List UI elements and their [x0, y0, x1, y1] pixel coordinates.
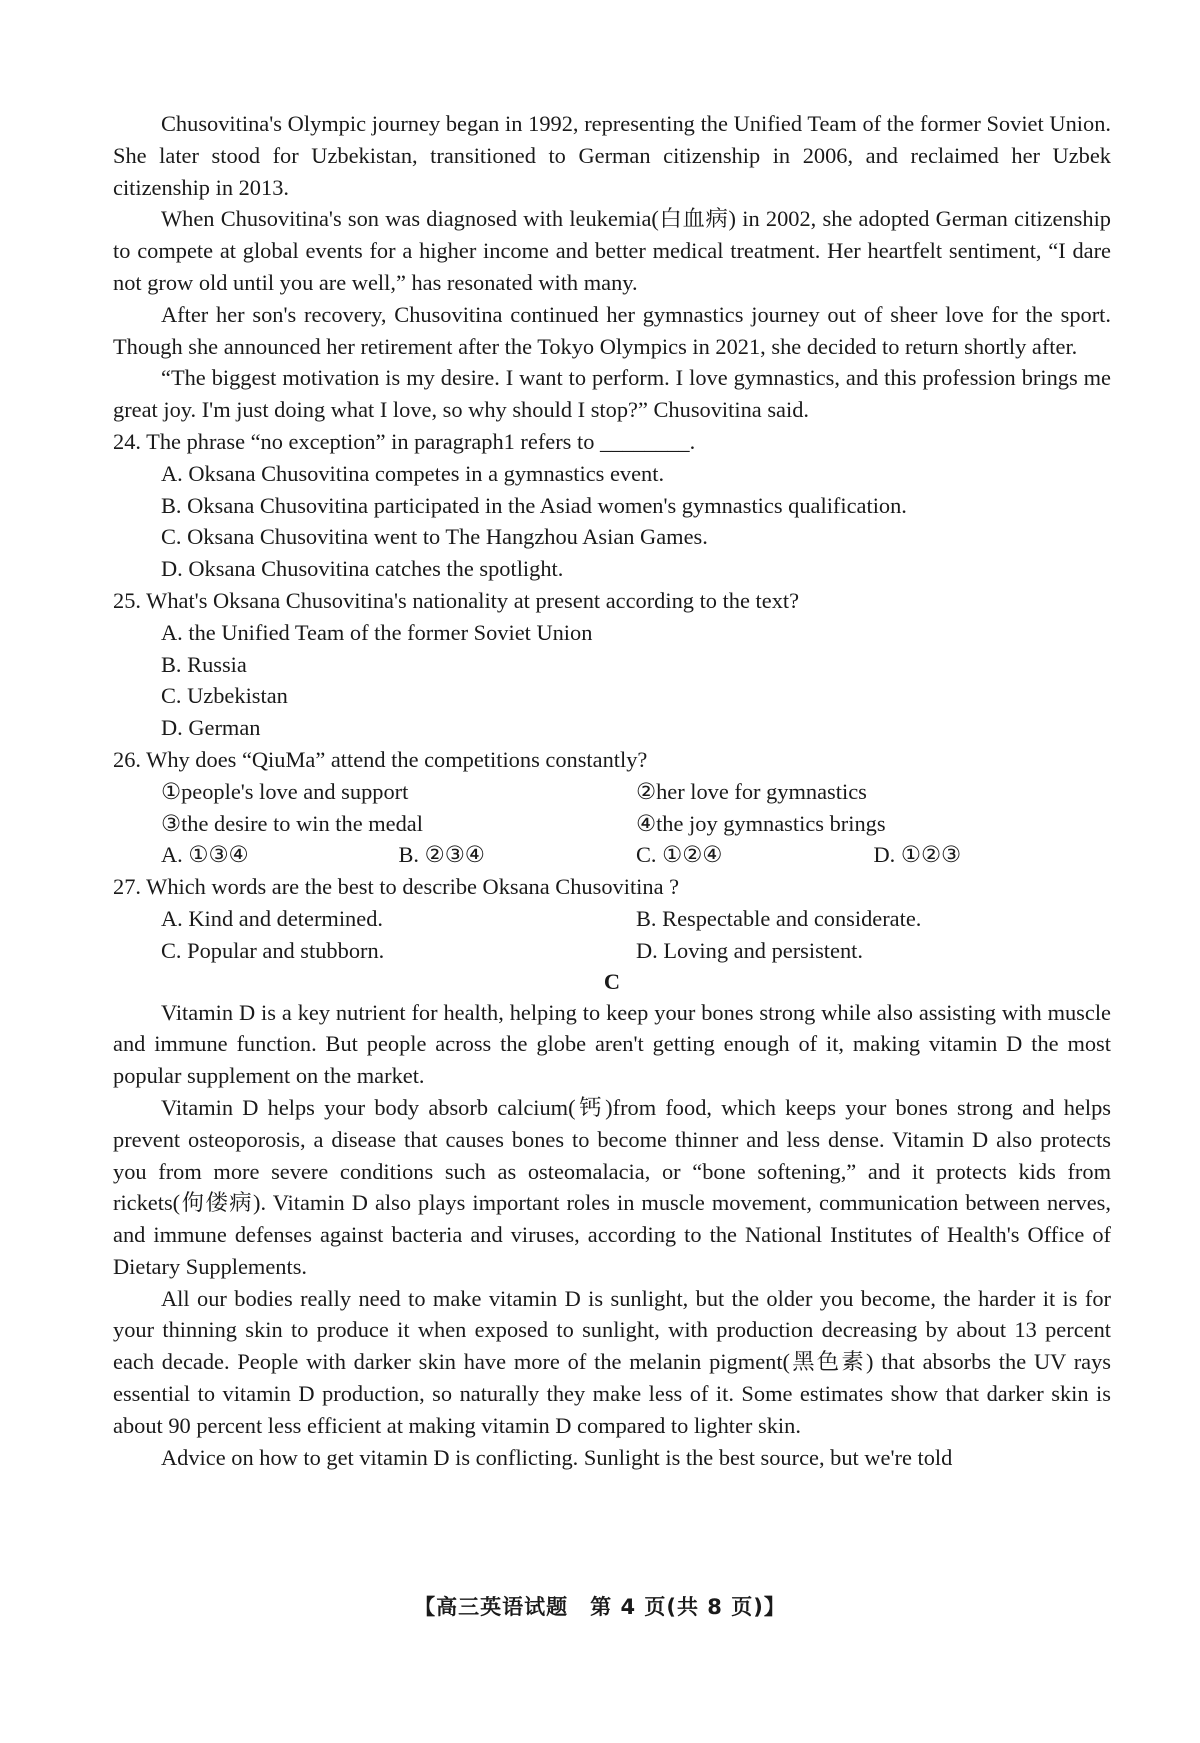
question-26-option-a: A. ①③④	[161, 842, 249, 868]
question-26-item-4: ④the joy gymnastics brings	[636, 810, 886, 836]
page-content	[113, 108, 1111, 1473]
question-25-option-c: C. Uzbekistan	[161, 683, 288, 709]
passage-b-paragraph-1: Chusovitina's Olympic journey began in 1992, representing the Unified Team of the former Soviet Union. She later stood for Uzbekistan, transitioned to German citizenship in 2006, and reclaimed her Uzbek citizenship in 2013.	[113, 111, 1111, 200]
question-26-option-c: C. ①②④	[636, 842, 723, 868]
question-25-stem: 25. What's Oksana Chusovitina's nationality at present according to the text?	[113, 587, 800, 613]
question-27-option-b: B. Respectable and considerate.	[636, 905, 922, 931]
passage-c-paragraph-2: Vitamin D helps your body absorb calcium(钙)from food, which keeps your bones strong and helps prevent osteoporosis, a disease that causes bones to become thinner and less dense. Vitamin D also protects you from more severe conditions such as osteomalacia, or “bone softening,” and it protects kids from rickets(佝偻病). Vitamin D also plays important roles in muscle movement, communication between nerves, and immune defenses against bacteria and viruses, according to the National Institutes of Health's Office of Dietary Supplements.	[113, 1094, 1111, 1279]
passage-c-paragraph-1: Vitamin D is a key nutrient for health, helping to keep your bones strong while also assisting with muscle and immune function. But people across the globe aren't getting enough of it, making vitamin D the most popular supplement on the market.	[113, 999, 1111, 1089]
question-24-option-d: D. Oksana Chusovitina catches the spotlight.	[161, 556, 564, 582]
question-26-item-1: ①people's love and support	[161, 778, 409, 804]
question-26-stem: 26. Why does “QiuMa” attend the competitions constantly?	[113, 746, 648, 772]
question-26-items-row-2	[161, 808, 1111, 840]
passage-b-paragraph-3: After her son's recovery, Chusovitina continued her gymnastics journey out of sheer love for the sport. Though she announced her retirement after the Tokyo Olympics in 2021, she decided to return shortly after.	[113, 301, 1111, 359]
question-27-options-row-2	[161, 935, 1111, 967]
question-25-option-a: A. the Unified Team of the former Soviet Union	[161, 619, 593, 645]
question-26-option-d: D. ①②③	[873, 842, 962, 868]
question-26-items-row-1	[161, 776, 1111, 808]
question-26-option-b: B. ②③④	[398, 842, 485, 868]
passage-c-paragraph-4: Advice on how to get vitamin D is conflicting. Sunlight is the best source, but we're told	[161, 1444, 953, 1470]
question-26-item-2: ②her love for gymnastics	[636, 778, 867, 804]
question-25-option-d: D. German	[161, 715, 261, 741]
question-25	[113, 585, 1111, 744]
question-25-option-b: B. Russia	[161, 651, 247, 677]
passage-c-heading: C	[603, 968, 621, 994]
question-24-option-c: C. Oksana Chusovitina went to The Hangzhou Asian Games.	[161, 524, 708, 550]
question-27	[113, 871, 1111, 966]
question-26	[113, 744, 1111, 871]
question-27-options-row-1	[161, 903, 1111, 935]
question-27-stem: 27. Which words are the best to describe Oksana Chusovitina ?	[113, 874, 680, 900]
passage-c-paragraph-3: All our bodies really need to make vitamin D is sunlight, but the older you become, the harder it is for your thinning skin to produce it when exposed to sunlight, with production decreasing by about 13 percent each decade. People with darker skin have more of the melanin pigment(黑色素) that absorbs the UV rays essential to vitamin D production, so naturally they make less of it. Some estimates show that darker skin is about 90 percent less efficient at making vitamin D compared to lighter skin.	[113, 1285, 1111, 1438]
question-27-option-a: A. Kind and determined.	[161, 905, 383, 931]
question-24-stem: 24. The phrase “no exception” in paragraph1 refers to ________.	[113, 428, 696, 454]
page-footer: 【高三英语试题 第 4 页(共 8 页)】	[414, 1595, 786, 1619]
passage-b-paragraph-2: When Chusovitina's son was diagnosed with leukemia(白血病) in 2002, she adopted German citizenship to compete at global events for a higher income and better medical treatment. Her heartfelt sentiment, “I dare not grow old until you are well,” has resonated with many.	[113, 206, 1111, 295]
question-27-option-d: D. Loving and persistent.	[636, 937, 863, 963]
question-24	[113, 426, 1111, 585]
question-27-option-c: C. Popular and stubborn.	[161, 937, 385, 963]
passage-b-paragraph-4: “The biggest motivation is my desire. I want to perform. I love gymnastics, and this profession brings me great joy. I'm just doing what I love, so why should I stop?” Chusovitina said.	[113, 365, 1111, 423]
question-24-option-b: B. Oksana Chusovitina participated in the Asiad women's gymnastics qualification.	[161, 492, 907, 518]
question-26-options-row	[161, 839, 1111, 871]
question-26-item-3: ③the desire to win the medal	[161, 810, 423, 836]
question-24-option-a: A. Oksana Chusovitina competes in a gymnastics event.	[161, 460, 665, 486]
